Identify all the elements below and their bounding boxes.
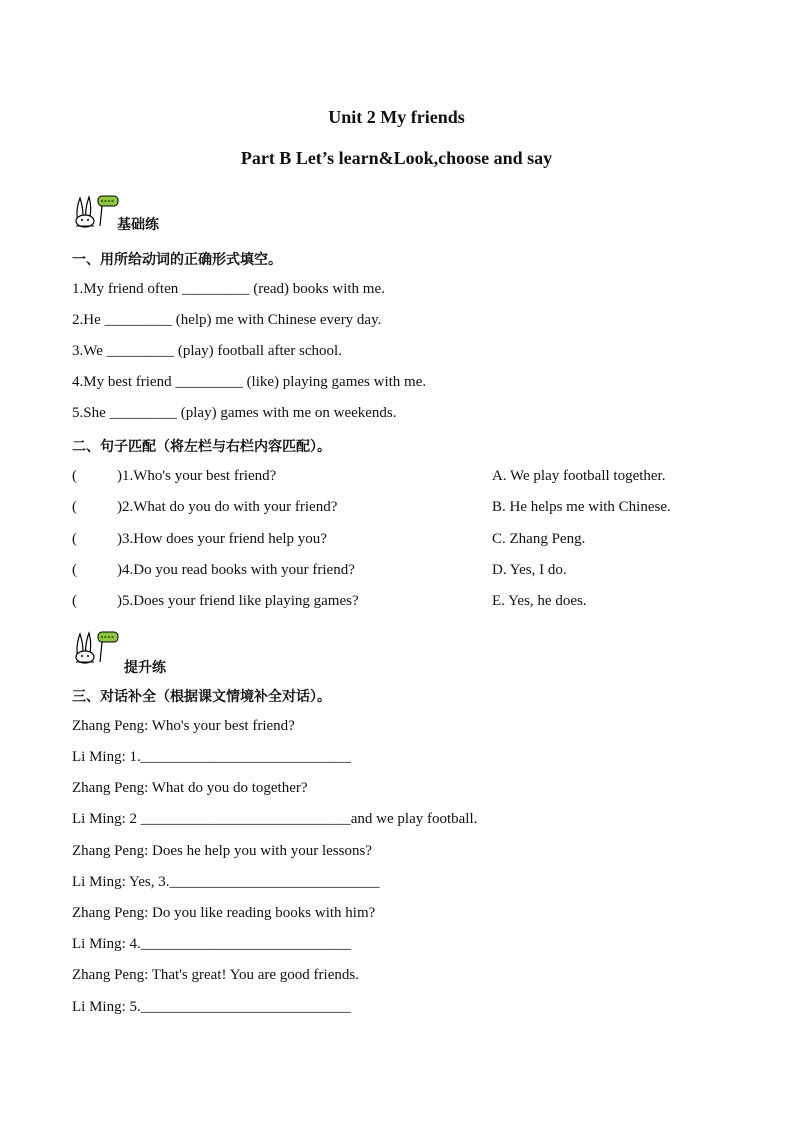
match-row-2: [72, 499, 712, 519]
fill-in-item-5: 5.She _________ (play) games with me on weekends.: [72, 405, 397, 421]
page-title: Unit 2 My friends: [328, 107, 465, 127]
match-row-4: [72, 562, 712, 582]
dialogue-line-5: Zhang Peng: Does he help you with your lessons?: [72, 843, 372, 859]
rabbit-sign-icon: [72, 192, 120, 228]
section1-instruction: 一、用所给动词的正确形式填空。: [72, 252, 282, 268]
match-answer: A. We play football together.: [492, 468, 666, 484]
dialogue-line-2: Li Ming: 1.____________________________: [72, 749, 351, 765]
answer-blank[interactable]: (: [72, 531, 77, 547]
match-row-5: [72, 593, 712, 613]
advanced-practice-header: [72, 628, 372, 676]
answer-blank[interactable]: (: [72, 562, 77, 578]
fill-in-item-4: 4.My best friend _________ (like) playing games with me.: [72, 374, 427, 390]
answer-blank[interactable]: (: [72, 593, 77, 609]
match-question: )2.What do you do with your friend?: [117, 499, 338, 515]
dialogue-line-7: Zhang Peng: Do you like reading books with him?: [72, 905, 376, 921]
rabbit-sign-icon: [72, 628, 120, 664]
basic-practice-header: [72, 192, 372, 232]
match-question: )1.Who's your best friend?: [117, 468, 277, 484]
fill-in-item-3: 3.We _________ (play) football after school.: [72, 343, 342, 359]
section2-instruction: 二、句子匹配（将左栏与右栏内容匹配）。: [72, 439, 331, 455]
answer-blank[interactable]: (: [72, 468, 77, 484]
match-question: )3.How does your friend help you?: [117, 531, 327, 547]
match-answer: C. Zhang Peng.: [492, 531, 586, 547]
dialogue-line-10: Li Ming: 5.____________________________: [72, 999, 351, 1015]
fill-in-item-2: 2.He _________ (help) me with Chinese every day.: [72, 312, 382, 328]
dialogue-line-9: Zhang Peng: That's great! You are good friends.: [72, 967, 359, 983]
match-question: )4.Do you read books with your friend?: [117, 562, 355, 578]
match-row-3: [72, 531, 712, 551]
match-answer: E. Yes, he does.: [492, 593, 587, 609]
match-answer: D. Yes, I do.: [492, 562, 567, 578]
dialogue-line-3: Zhang Peng: What do you do together?: [72, 780, 308, 796]
advanced-practice-label: 提升练: [124, 660, 166, 676]
section3-instruction: 三、对话补全（根据课文情境补全对话）。: [72, 689, 331, 705]
page-subtitle: Part B Let’s learn&Look,choose and say: [240, 148, 553, 168]
dialogue-line-1: Zhang Peng: Who's your best friend?: [72, 718, 295, 734]
basic-practice-label: 基础练: [117, 217, 159, 233]
match-question: )5.Does your friend like playing games?: [117, 593, 359, 609]
dialogue-line-4: Li Ming: 2 ____________________________and we play football.: [72, 811, 478, 827]
match-answer: B. He helps me with Chinese.: [492, 499, 671, 515]
dialogue-line-6: Li Ming: Yes, 3.____________________________: [72, 874, 380, 890]
answer-blank[interactable]: (: [72, 499, 77, 515]
match-row-1: [72, 468, 712, 488]
dialogue-line-8: Li Ming: 4.____________________________: [72, 936, 351, 952]
fill-in-item-1: 1.My friend often _________ (read) books with me.: [72, 281, 385, 297]
